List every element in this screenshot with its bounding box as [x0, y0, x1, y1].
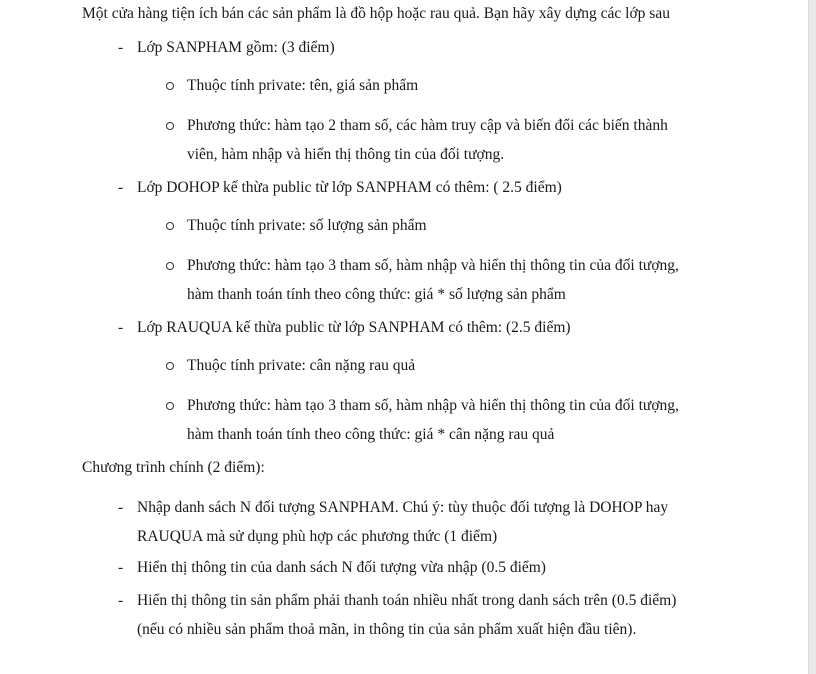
dash-bullet: -	[118, 319, 124, 336]
main-item-3-line1: Hiển thị thông tin sản phẩm phải thanh toán nhiều nhất trong danh sách trên (0.5 điểm)	[137, 592, 677, 609]
dohop-method-line2: hàm thanh toán tính theo công thức: giá * số lượng sản phẩm	[187, 286, 566, 303]
intro-text: Một cửa hàng tiện ích bán các sản phẩm là đồ hộp hoặc rau quả. Bạn hãy xây dựng các lớp sau	[82, 5, 670, 22]
main-item-3-line2: (nếu có nhiều sản phẩm thoả mãn, in thông tin của sản phẩm xuất hiện đầu tiên).	[137, 621, 637, 638]
circle-bullet-icon	[166, 402, 174, 410]
dash-bullet: -	[118, 499, 124, 516]
class-heading-sanpham: Lớp SANPHAM gồm: (3 điểm)	[137, 39, 335, 56]
circle-bullet-icon	[166, 122, 174, 130]
main-item-1-line1: Nhập danh sách N đối tượng SANPHAM. Chú ý: tùy thuộc đối tượng là DOHOP hay	[137, 499, 669, 516]
class-heading-dohop: Lớp DOHOP kế thừa public từ lớp SANPHAM có thêm: ( 2.5 điểm)	[137, 179, 562, 196]
circle-bullet-icon	[166, 262, 174, 270]
dohop-method-line1: Phương thức: hàm tạo 3 tham số, hàm nhập và hiển thị thông tin của đối tượng,	[187, 257, 679, 274]
dohop-attr: Thuộc tính private: số lượng sản phẩm	[187, 217, 427, 234]
dash-bullet: -	[118, 592, 124, 609]
main-program-heading: Chương trình chính (2 điểm):	[82, 459, 265, 476]
rauqua-attr: Thuộc tính private: cân nặng rau quả	[187, 357, 416, 374]
sanpham-method-line2: viên, hàm nhập và hiển thị thông tin của đối tượng.	[187, 146, 505, 163]
dash-bullet: -	[118, 559, 124, 576]
main-item-1-line2: RAUQUA mà sử dụng phù hợp các phương thức (1 điểm)	[137, 528, 498, 545]
rauqua-method-line2: hàm thanh toán tính theo công thức: giá * cân nặng rau quả	[187, 426, 555, 443]
dash-bullet: -	[118, 179, 124, 196]
circle-bullet-icon	[166, 362, 174, 370]
main-item-2-line1: Hiển thị thông tin của danh sách N đối tượng vừa nhập (0.5 điểm)	[137, 559, 546, 576]
class-heading-rauqua: Lớp RAUQUA kế thừa public từ lớp SANPHAM có thêm: (2.5 điểm)	[137, 319, 571, 336]
sanpham-method-line1: Phương thức: hàm tạo 2 tham số, các hàm truy cập và biến đổi các biến thành	[187, 117, 668, 134]
sanpham-attr: Thuộc tính private: tên, giá sản phẩm	[187, 77, 419, 94]
circle-bullet-icon	[166, 82, 174, 90]
dash-bullet: -	[118, 39, 124, 56]
circle-bullet-icon	[166, 222, 174, 230]
rauqua-method-line1: Phương thức: hàm tạo 3 tham số, hàm nhập và hiển thị thông tin của đối tượng,	[187, 397, 679, 414]
